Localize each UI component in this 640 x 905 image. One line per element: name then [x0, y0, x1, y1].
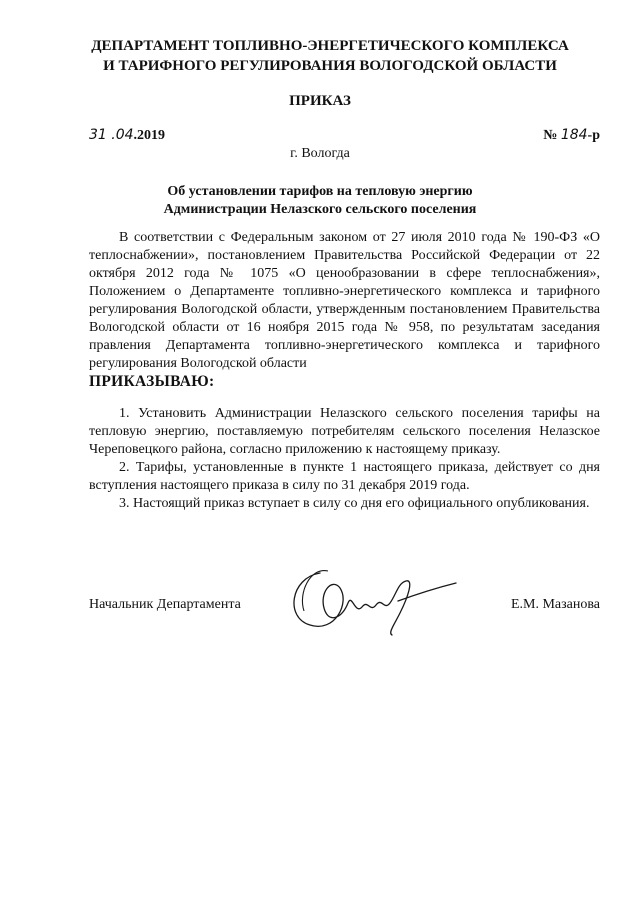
department-header [60, 36, 600, 76]
number-suffix: -р [587, 128, 600, 143]
order-item-1: 1. Установить Администрации Нелазского сельского поселения тарифы на тепловую энергию, поставляемую потребителям сельского поселения Нелазское Череповецкого района, согласно приложению к настоящему приказу. [89, 406, 600, 457]
city: г. Вологда [290, 146, 350, 161]
subject-line-1: Об установлении тарифов на тепловую энергию [167, 184, 473, 199]
document-subject [100, 183, 540, 219]
order-items [89, 405, 600, 513]
subject-line-2: Администрации Нелазского сельского поселения [163, 202, 477, 217]
order-item-2: 2. Тарифы, установленные в пункте 1 настоящего приказа, действует со дня вступления настоящего приказа в силу по 31 декабря 2019 года. [89, 460, 600, 493]
number-value: 184 [560, 127, 588, 143]
number-prefix: № [543, 128, 558, 143]
header-line-2: И ТАРИФНОГО РЕГУЛИРОВАНИЯ ВОЛОГОДСКОЙ ОБЛАСТИ [103, 58, 557, 74]
document-number [543, 127, 600, 144]
document-date [89, 127, 165, 144]
preamble-block [89, 229, 600, 391]
preamble-text: В соответствии с Федеральным законом от 27 июля 2010 года № 190-ФЗ «О теплоснабжении», постановлением Правительства Российской Федерации от 22 октября 2012 года № 1075 «О ценообразовании в сфере теплоснабжения», Положением о Департаменте топливно-энергетического комплекса и тарифного регулирования Вологодской области, утвержденным постановлением Правительства Вологодской области от 16 ноября 2015 года № 958, по результатам заседания правления Департамента топливно-энергетического комплекса и тарифного регулирования Вологодской области [89, 230, 600, 371]
order-word: ПРИКАЗЫВАЮ: [89, 373, 215, 390]
date-day-month: 31 .04 [89, 127, 134, 143]
date-year: .2019 [133, 128, 166, 143]
signatory-position: Начальник Департамента [89, 597, 241, 612]
header-line-1: ДЕПАРТАМЕНТ ТОПЛИВНО-ЭНЕРГЕТИЧЕСКОГО КОМПЛЕКСА [91, 38, 569, 54]
document-type: ПРИКАЗ [289, 93, 351, 109]
signatory-name: Е.М. Мазанова [510, 597, 600, 612]
order-item-3: 3. Настоящий приказ вступает в силу со дня его официального опубликования. [119, 496, 590, 511]
handwritten-signature [280, 563, 460, 643]
